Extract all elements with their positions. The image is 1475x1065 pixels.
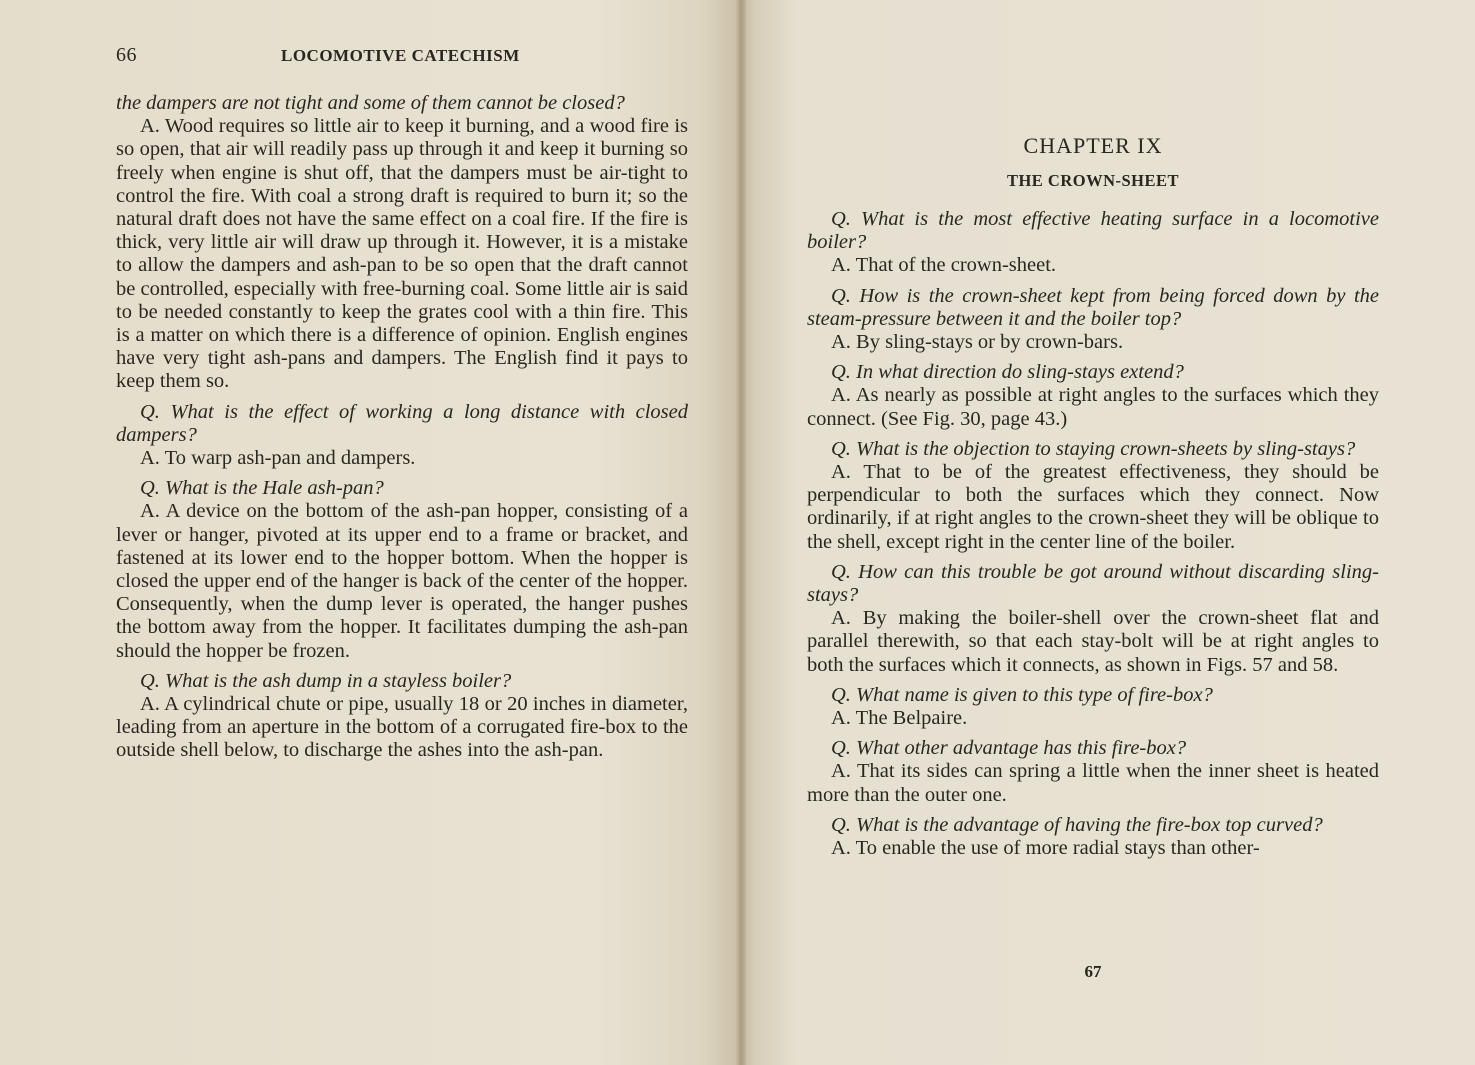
question-text: Q. What is the advantage of having the fire-box top curved? <box>831 813 1323 836</box>
answer-text: A. As nearly as possible at right angles to the surfaces which they connect. (See Fig. 30, page 43.) <box>807 384 1379 430</box>
answer-text: A. To enable the use of more radial stays than other- <box>831 837 1260 860</box>
question-text: Q. What is the Hale ash-pan? <box>140 477 384 500</box>
answer-text: A. Wood requires so little air to keep it burning, and a wood fire is so open, that air will readily pass up through it and keep it burning so freely when engine is shut off, that the dampers must be air-tight to control the fire. With coal a strong draft is required to burn it; so the natural draft does not have the same effect on a coal fire. If the fire is thick, very little air will draw up through it. However, it is a mistake to allow the dampers and ash-pan to be so open that the draft cannot be controlled, especially with free-burning coal. Some little air is said to be needed constantly to keep the grates cool with a thin fire. This is a matter on which there is a difference of opinion. English engines have very tight ash-pans and dampers. The English find it pays to keep them so. <box>116 115 688 393</box>
question-text: the dampers are not tight and some of them cannot be closed? <box>116 92 625 114</box>
right-body-text <box>807 208 1379 860</box>
running-head-title: LOCOMOTIVE CATECHISM <box>281 46 520 65</box>
question-text: Q. What name is given to this type of fire-box? <box>831 683 1213 706</box>
question-text: Q. What is the ash dump in a stayless boiler? <box>140 669 512 692</box>
question-text: Q. How can this trouble be got around without discarding sling-stays? <box>807 560 1379 607</box>
answer-text: A. By sling-stays or by crown-bars. <box>831 331 1124 354</box>
question-text: Q. What is the effect of working a long distance with closed dampers? <box>116 400 688 446</box>
question-text: Q. What is the objection to staying crown-sheets by sling-stays? <box>831 437 1356 460</box>
page-number: 67 <box>1084 962 1102 981</box>
question-text: Q. In what direction do sling-stays extend? <box>831 361 1184 384</box>
right-page <box>740 0 1475 1065</box>
book-gutter <box>736 0 746 1065</box>
answer-text: A. That to be of the greatest effectiveness, they should be perpendicular to both the surfaces which they connect. Now ordinarily, if at right angles to the crown-sheet they will be oblique to the shell, except right in the center line of the boiler. <box>807 461 1379 553</box>
answer-text: A. That its sides can spring a little when the inner sheet is heated more than the outer one. <box>807 760 1379 806</box>
answer-text: A. The Belpaire. <box>831 707 968 730</box>
chapter-title: THE CROWN-SHEET <box>1006 171 1180 190</box>
answer-text: A. A device on the bottom of the ash-pan hopper, consisting of a lever or hanger, pivoted at its upper end to a frame or bracket, and fastened at its lower end to the hopper bottom. When the hopper is closed the upper end of the hanger is back of the center of the hopper. Consequently, when the dump lever is operated, the hanger pushes the bottom away from the hopper. It facilitates dumping the ash-pan should the hopper be frozen. <box>116 500 688 662</box>
left-body-text <box>116 92 688 763</box>
answer-text: A. To warp ash-pan and dampers. <box>140 447 416 470</box>
answer-text: A. By making the boiler-shell over the crown-sheet flat and parallel therewith, so that each stay-bolt will be at right angles to both the surfaces which it connects, as shown in Figs. 57 and 58. <box>807 607 1379 676</box>
question-text: Q. How is the crown-sheet kept from being forced down by the steam-pressure between it and the boiler top? <box>807 284 1379 330</box>
chapter-heading: CHAPTER IX <box>1023 133 1163 158</box>
answer-text: A. That of the crown-sheet. <box>831 254 1057 277</box>
page-number: 66 <box>116 44 137 66</box>
answer-text: A. A cylindrical chute or pipe, usually 18 or 20 inches in diameter, leading from an aperture in the bottom of a corrugated fire-box to the outside shell below, to discharge the ashes into the ash-pan. <box>116 693 688 762</box>
question-text: Q. What other advantage has this fire-box? <box>831 737 1187 760</box>
question-text: Q. What is the most effective heating surface in a locomotive boiler? <box>807 208 1379 254</box>
